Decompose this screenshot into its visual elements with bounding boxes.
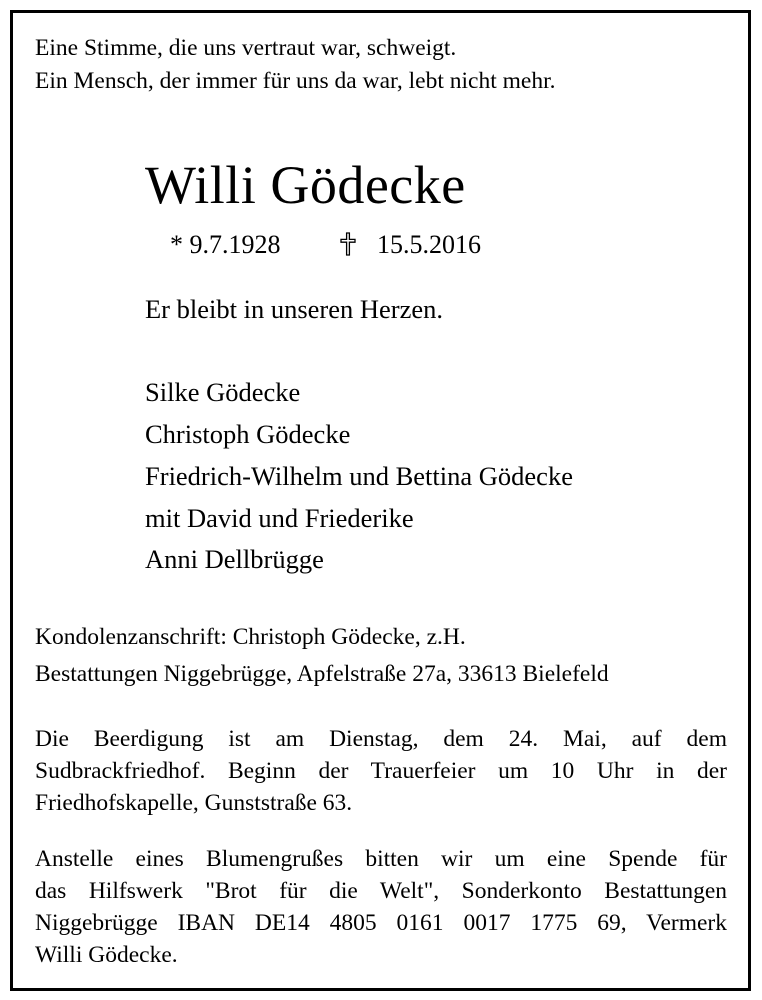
condolence-line-2: Bestattungen Niggebrügge, Apfelstraße 27a, 33613 Bielefeld — [35, 661, 609, 687]
funeral-line-3: Friedhofskapelle, Gunststraße 63. — [35, 790, 353, 816]
memorial-motto: Er bleibt in unseren Herzen. — [145, 294, 444, 324]
funeral-line-1: Die Beerdigung ist am Dienstag, dem 24. Mai, auf dem — [35, 726, 727, 752]
funeral-line-2: Sudbrackfriedhof. Beginn der Trauerfeier um 10 Uhr in der — [35, 758, 727, 784]
mourner-line: Anni Dellbrügge — [145, 544, 324, 574]
donation-line-3: Niggebrügge IBAN DE14 4805 0161 0017 1775 69, Vermerk — [35, 910, 727, 936]
donation-line-1: Anstelle eines Blumengrußes bitten wir um eine Spende für — [35, 846, 727, 872]
mourner-line: Christoph Gödecke — [145, 419, 351, 449]
mourner-line: Friedrich-Wilhelm und Bettina Gödecke — [145, 461, 573, 491]
death-date: 15.5.2016 — [377, 230, 481, 259]
intro-line-1: Eine Stimme, die uns vertraut war, schweigt. — [35, 35, 457, 61]
donation-line-4: Willi Gödecke. — [35, 942, 178, 968]
mourner-line: Silke Gödecke — [145, 377, 301, 407]
condolence-line-1: Kondolenzanschrift: Christoph Gödecke, z.H. — [35, 624, 466, 650]
deceased-name: Willi Gödecke — [145, 155, 466, 215]
intro-line-2: Ein Mensch, der immer für uns da war, lebt nicht mehr. — [35, 68, 556, 94]
mourner-line: mit David und Friederike — [145, 503, 414, 533]
donation-line-2: das Hilfswerk "Brot für die Welt", Sonderkonto Bestattungen — [35, 878, 727, 904]
cross-icon — [338, 232, 358, 256]
birth-date: * 9.7.1928 — [170, 230, 281, 259]
